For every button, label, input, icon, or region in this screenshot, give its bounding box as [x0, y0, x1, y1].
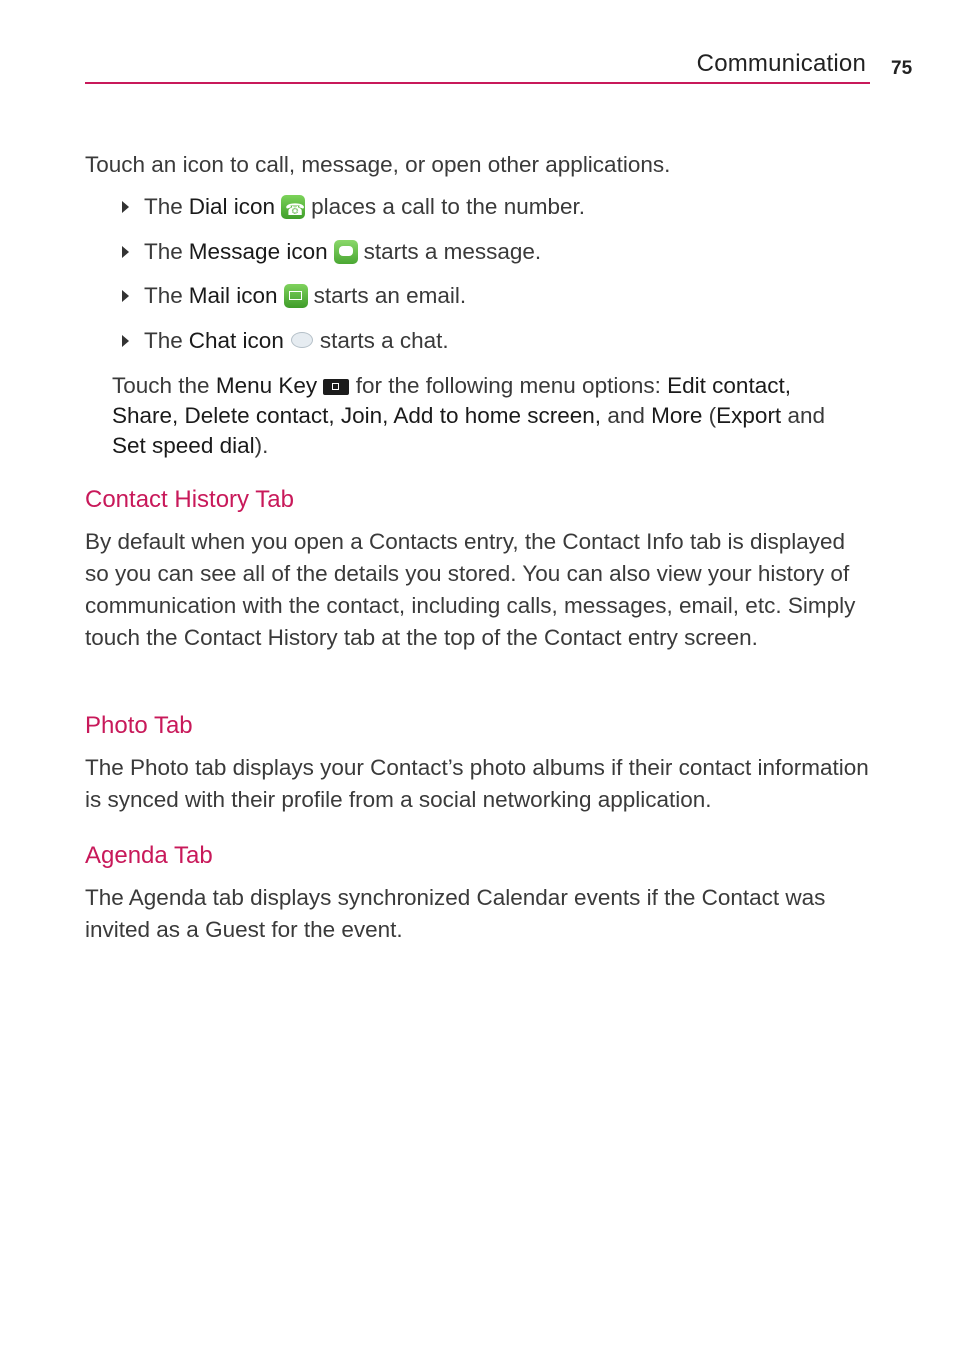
bullet-term: Message icon — [188, 238, 328, 264]
bullet-term: Mail icon — [188, 283, 278, 308]
bullet-arrow-icon — [122, 335, 129, 347]
list-item — [118, 281, 585, 311]
section-heading-agenda: Agenda Tab — [85, 842, 213, 869]
dial-icon — [281, 195, 305, 219]
menu-key-paragraph — [112, 371, 852, 461]
page-number: 75 — [891, 58, 913, 79]
bullet-pre: The — [144, 327, 183, 353]
bullet-post: starts an email. — [313, 283, 467, 308]
menu-key-icon — [323, 379, 349, 395]
bullet-pre: The — [144, 194, 183, 219]
menu-option-more: More — [651, 403, 703, 428]
menu-para-paren-close: ). — [254, 433, 269, 458]
bullet-pre: The — [144, 283, 183, 308]
list-item — [118, 192, 585, 222]
menu-option-export: Export — [716, 403, 782, 428]
bullet-arrow-icon — [122, 246, 129, 258]
bullet-term: Chat icon — [188, 327, 284, 353]
section-body-photo: The Photo tab displays your Contact’s photo albums if their contact information is synced with their profile from a social networking application. — [85, 755, 869, 812]
intro-text: Touch an icon to call, message, or open other applications. — [85, 152, 671, 177]
bullet-arrow-icon — [122, 290, 129, 302]
bullet-term: Dial icon — [188, 194, 276, 219]
page-header — [85, 50, 870, 84]
bullet-pre: The — [144, 238, 183, 264]
list-item — [118, 237, 585, 267]
list-item — [118, 326, 585, 356]
menu-para-and-2: and — [787, 403, 825, 428]
menu-para-and: and — [607, 403, 645, 428]
menu-para-paren-open: ( — [708, 403, 717, 428]
section-body-agenda: The Agenda tab displays synchronized Calendar events if the Contact was invited as a Guest for the event. — [85, 885, 826, 942]
mail-icon — [284, 284, 308, 308]
message-icon — [334, 240, 358, 264]
menu-para-mid: for the following menu options: — [355, 373, 661, 398]
menu-options: Edit contact, Share, Delete contact, Join, Add to home screen, — [112, 373, 791, 428]
section-heading-photo: Photo Tab — [85, 712, 193, 739]
bullet-post: starts a chat. — [319, 327, 449, 353]
chat-icon — [290, 329, 314, 353]
menu-para-pre: Touch the — [112, 373, 210, 398]
bullet-arrow-icon — [122, 201, 129, 213]
menu-key-label: Menu Key — [215, 373, 318, 398]
section-body-contact-history: By default when you open a Contacts entry, the Contact Info tab is displayed so you can see all of the details you stored. You can also view your history of communication with the contact, including calls, messages, email, etc. Simply touch the Contact History tab at the top of the Contact entry screen. — [85, 529, 856, 650]
bullet-post: places a call to the number. — [311, 194, 585, 219]
header-title: Communication — [696, 50, 866, 77]
bullet-post: starts a message. — [363, 238, 542, 264]
menu-option-speed-dial: Set speed dial — [112, 433, 255, 458]
section-heading-contact-history: Contact History Tab — [85, 486, 294, 513]
icon-list — [118, 192, 585, 370]
